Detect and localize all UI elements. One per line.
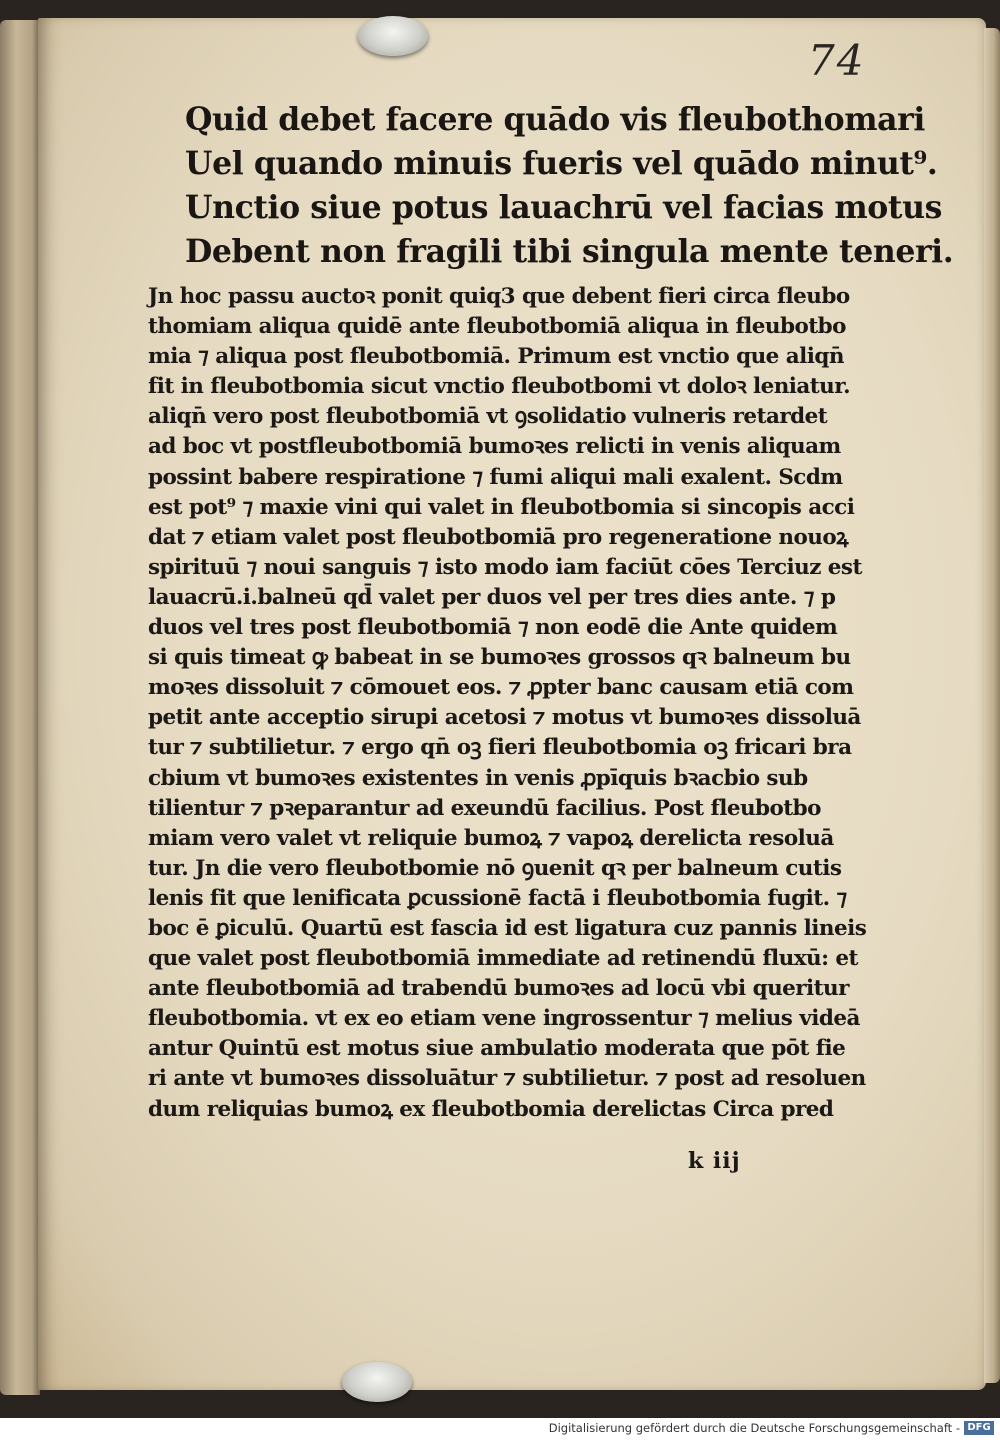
verse-line: Unctio siue potus lauachrū vel facias motus [185,189,942,226]
text-line: boc ē ꝑiculū. Quartū est fascia id est ligatura cuz pannis lineis [148,915,867,941]
verse-line: Quid debet facere quādo vis fleubothomari [185,101,925,138]
bottom-page-clip [342,1362,412,1402]
text-line: fit in fleubotbomia sicut vnctio fleubotbomi vt doloꝛ leniatur. [148,374,851,400]
text-line: ante fleubotbomiā ad trabendū bumoꝛes ad locū vbi queritur [148,976,849,1002]
text-line: possint babere respiratione ⁊ fumi aliqui mali exalent. Scdm [148,464,843,490]
text-line: cbium vt bumoꝛes existentes in venis ꝓpīquis bꝛacbio sub [148,765,808,791]
text-line: si quis timeat ꝙ babeat in se bumoꝛes grossos qꝛ balneum bu [148,645,851,671]
text-line: lenis fit que lenificata ꝑcussionē factā i fleubotbomia fugit. ⁊ [148,885,847,911]
text-line: tilientur ⁊ pꝛeparantur ad exeundū facilius. Post fleubotbo [148,795,821,821]
text-line: tur. Jn die vero fleubotbomie nō ꝯuenit qꝛ per balneum cutis [148,855,842,881]
verse-line: Uel quando minuis fueris vel quādo minut⁹. [185,145,938,182]
text-line: spirituū ⁊ noui sanguis ⁊ isto modo iam faciūt cōes Terciuz est [148,554,862,580]
text-line: lauacrū.i.balneū qd̄ valet per duos vel per tres dies ante. ⁊ p [148,584,836,610]
text-line: tur ⁊ subtilietur. ⁊ ergo qn̄ oꝫ fieri fleubotbomia oꝫ fricari bra [148,735,852,761]
text-line: est pot⁹ ⁊ maxie vini qui valet in fleubotbomia si sincopis acci [148,494,855,520]
text-line: miam vero valet vt reliquie bumoꝝ ⁊ vapoꝝ derelicta resoluā [148,825,834,851]
left-page-edge [0,20,40,1395]
folio-number: 74 [808,36,866,85]
text-line: antur Quintū est motus siue ambulatio moderata que pōt fie [148,1036,846,1062]
text-line: ad boc vt postfleubotbomiā bumoꝛes relicti in venis aliquam [148,434,841,460]
text-line: thomiam aliqua quidē ante fleubotbomiā aliqua in fleubotbo [148,314,846,340]
verse-heading [185,98,954,274]
page-fore-edge [984,28,1000,1383]
commentary-text [148,282,867,1125]
text-line: aliqn̄ vero post fleubotbomiā vt ꝯsolidatio vulneris retardet [148,404,828,430]
text-line: dat ⁊ etiam valet post fleubotbomiā pro regeneratione nouoꝝ [148,524,849,550]
text-line: mia ⁊ aliqua post fleubotbomiā. Primum est vnctio que aliqn̄ [148,344,844,370]
text-line: duos vel tres post fleubotbomiā ⁊ non eodē die Ante quidem [148,615,838,641]
funding-credit: Digitalisierung gefördert durch die Deutsche Forschungsgemeinschaft - [548,1421,960,1435]
digitization-footer [0,1418,1000,1440]
text-line: ri ante vt bumoꝛes dissoluātur ⁊ subtilietur. ⁊ post ad resoluen [148,1066,866,1092]
verse-line: Debent non fragili tibi singula mente teneri. [185,233,954,270]
text-line: que valet post fleubotbomiā immediate ad retinendū fluxū: et [148,946,858,972]
text-line: fleubotbomia. vt ex eo etiam vene ingrossentur ⁊ melius videā [148,1006,860,1032]
signature-mark: k iij [688,1148,741,1174]
text-line: petit ante acceptio sirupi acetosi ⁊ motus vt bumoꝛes dissoluā [148,705,861,731]
text-line: dum reliquias bumoꝝ ex fleubotbomia derelictas Circa pred [148,1096,834,1122]
dfg-logo: DFG [964,1421,994,1435]
text-line: moꝛes dissoluit ⁊ cōmouet eos. ⁊ ꝓpter banc causam etiā com [148,675,854,701]
top-page-clip [358,16,428,56]
text-line: Jn hoc passu auctoꝛ ponit quiq3 que debent fieri circa fleubo [148,284,850,309]
